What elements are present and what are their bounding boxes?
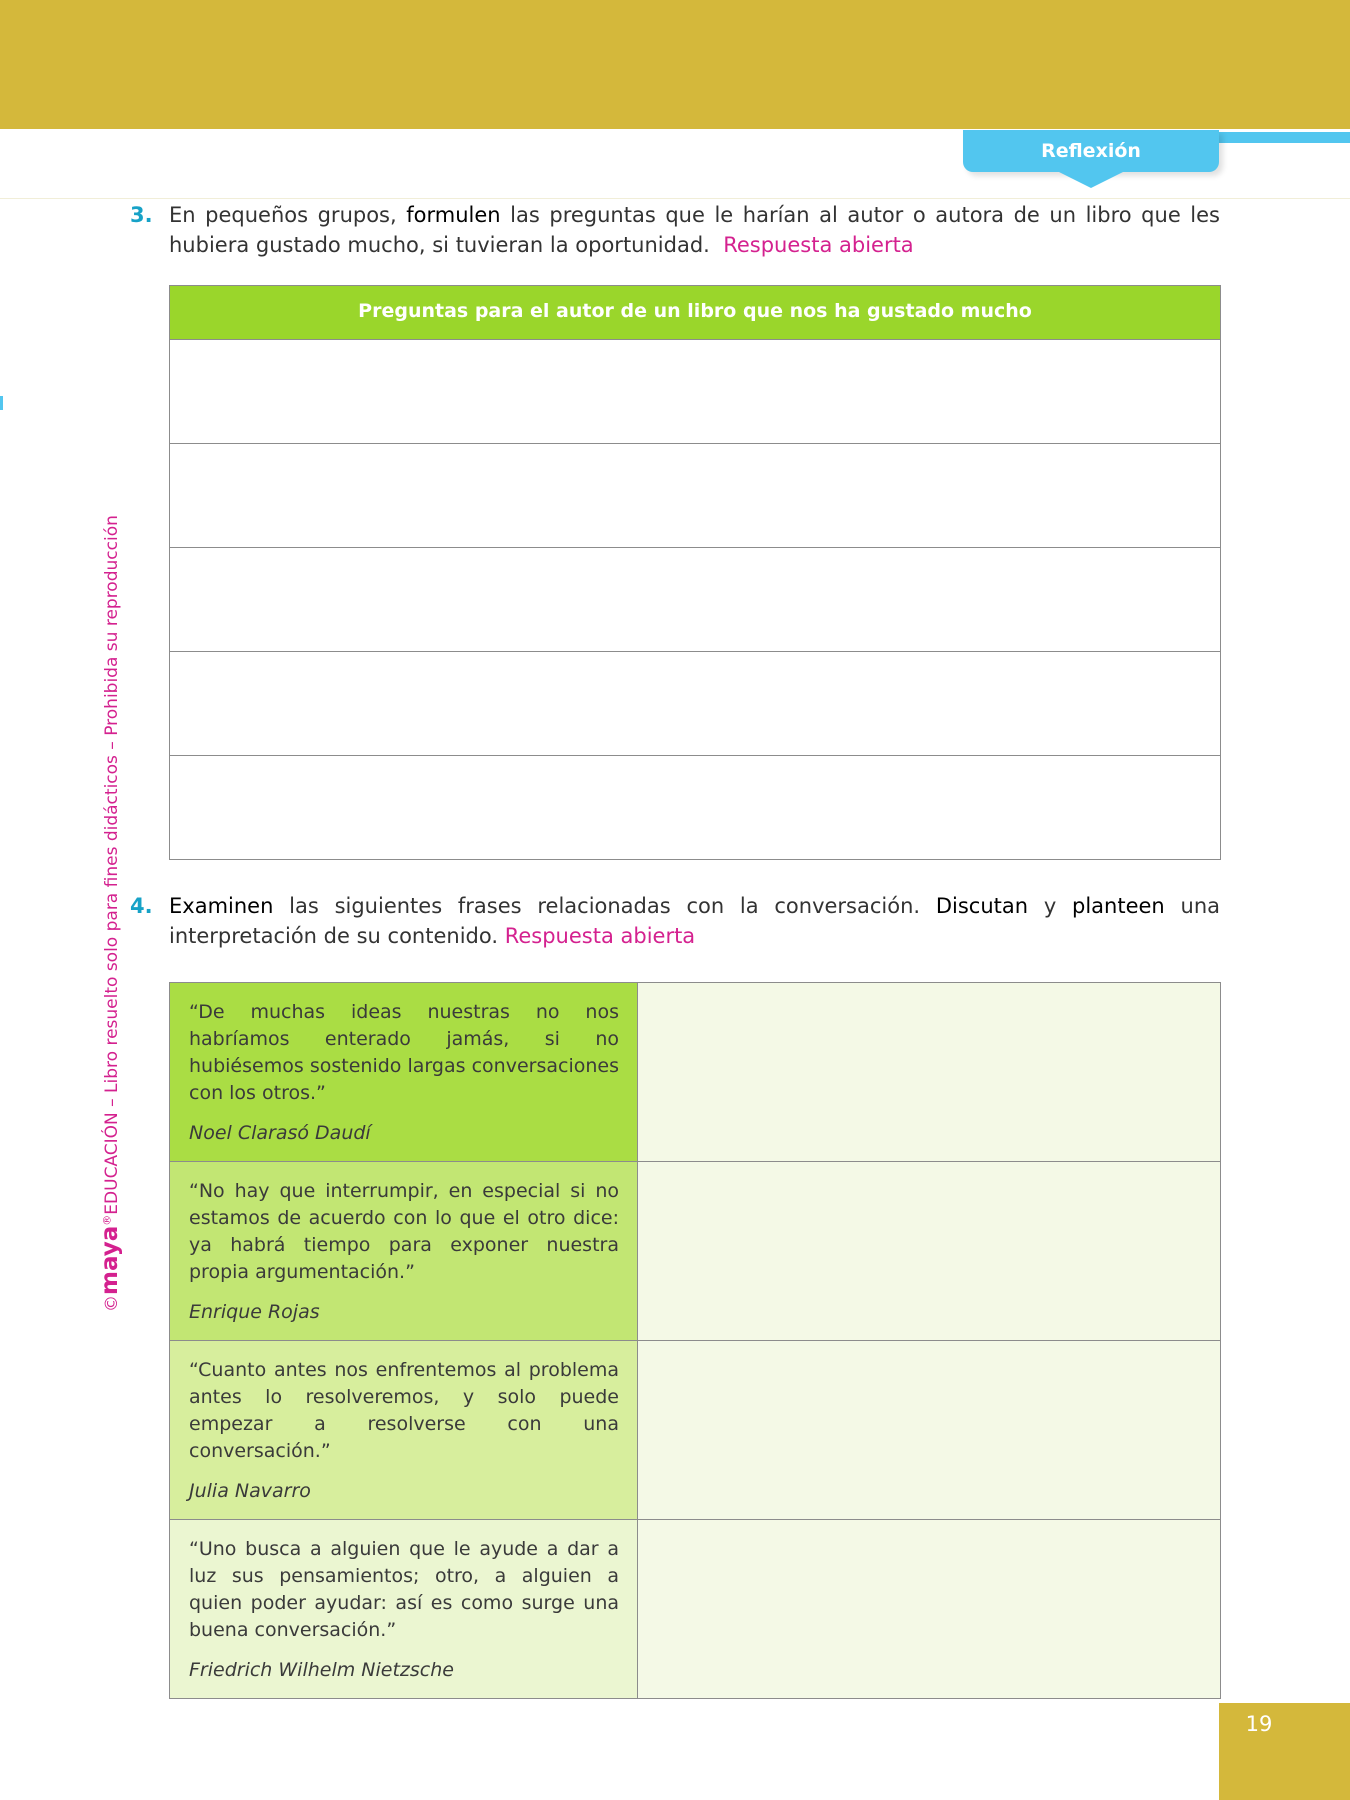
quote-text: “De muchas ideas nuestras no nos habríamos enterado jamás, si no hubiésemos sostenido largas conversaciones con los otros.” [189, 1001, 619, 1104]
answer-hint: Respuesta abierta [504, 924, 696, 948]
question-verb: formulen [406, 203, 501, 227]
copyright-notice [97, 515, 123, 1312]
question-3 [130, 200, 1220, 260]
question-number: 4. [130, 894, 153, 918]
answer-hint: Respuesta abierta [723, 233, 914, 257]
question-verb-discutan: Discutan [935, 894, 1029, 918]
quote-cell [170, 1520, 638, 1698]
section-tab: Reflexión [963, 130, 1219, 172]
questions-table [169, 285, 1221, 860]
section-tab-pointer [1057, 171, 1125, 188]
quote-cell [170, 1162, 638, 1340]
registered-mark: ® [100, 1214, 114, 1226]
page-number: 19 [1245, 1712, 1273, 1736]
question-body-3: una interpretación de su contenido. [169, 894, 1220, 948]
question-body: las preguntas que le harían al autor o autora de un libro que les hubiera gustado mucho, si tuvieran la oportunidad. [169, 203, 1220, 257]
question-intro: En pequeños grupos, [169, 203, 407, 227]
interpretation-cell[interactable] [638, 1341, 1220, 1519]
header-band [0, 0, 1350, 129]
margin-marker [0, 396, 3, 410]
quote-author: Julia Navarro [189, 1480, 311, 1502]
publisher-logo: maya [97, 1225, 123, 1295]
quote-row [170, 1519, 1220, 1698]
quote-text: “Cuanto antes nos enfrentemos al problema antes lo resolveremos, y solo puede empezar a resolverse con una conversación.” [189, 1359, 619, 1462]
question-4 [130, 891, 1220, 951]
header-divider [0, 198, 1350, 199]
quote-text: “Uno busca a alguien que le ayude a dar a luz sus pensamientos; otro, a alguien a quien poder ayudar: así es como surge una buena conversación.” [189, 1538, 619, 1641]
question-body-2: y [1028, 894, 1073, 918]
copyright-text: EDUCACIÓN – Libro resuelto solo para fines didácticos – Prohibida su reproducción [102, 515, 122, 1215]
quote-author: Noel Clarasó Daudí [189, 1122, 371, 1144]
question-verb-planteen: planteen [1072, 894, 1165, 918]
answer-row[interactable] [170, 651, 1220, 755]
questions-table-header: Preguntas para el autor de un libro que nos ha gustado mucho [170, 286, 1220, 340]
quote-row [170, 983, 1220, 1161]
question-text [169, 200, 1220, 260]
quote-row [170, 1340, 1220, 1519]
question-text [169, 891, 1220, 951]
quote-cell [170, 1341, 638, 1519]
answer-row[interactable] [170, 755, 1220, 859]
question-body-1: las siguientes frases relacionadas con la conversación. [273, 894, 936, 918]
question-verb-examinen: Examinen [169, 894, 274, 918]
interpretation-cell[interactable] [638, 1520, 1220, 1698]
quote-author: Enrique Rojas [189, 1301, 320, 1323]
question-number: 3. [130, 203, 153, 227]
quote-author: Friedrich Wilhelm Nietzsche [189, 1659, 454, 1681]
answer-row[interactable] [170, 547, 1220, 651]
copyright-symbol: © [102, 1295, 122, 1312]
interpretation-cell[interactable] [638, 983, 1220, 1161]
quote-text: “No hay que interrumpir, en especial si no estamos de acuerdo con lo que el otro dice: ya habrá tiempo para exponer nuestra propia argumentación.” [189, 1180, 619, 1283]
answer-row[interactable] [170, 443, 1220, 547]
quotes-table [169, 982, 1221, 1699]
answer-row[interactable] [170, 340, 1220, 443]
quote-cell [170, 983, 638, 1161]
interpretation-cell[interactable] [638, 1162, 1220, 1340]
quote-row [170, 1161, 1220, 1340]
